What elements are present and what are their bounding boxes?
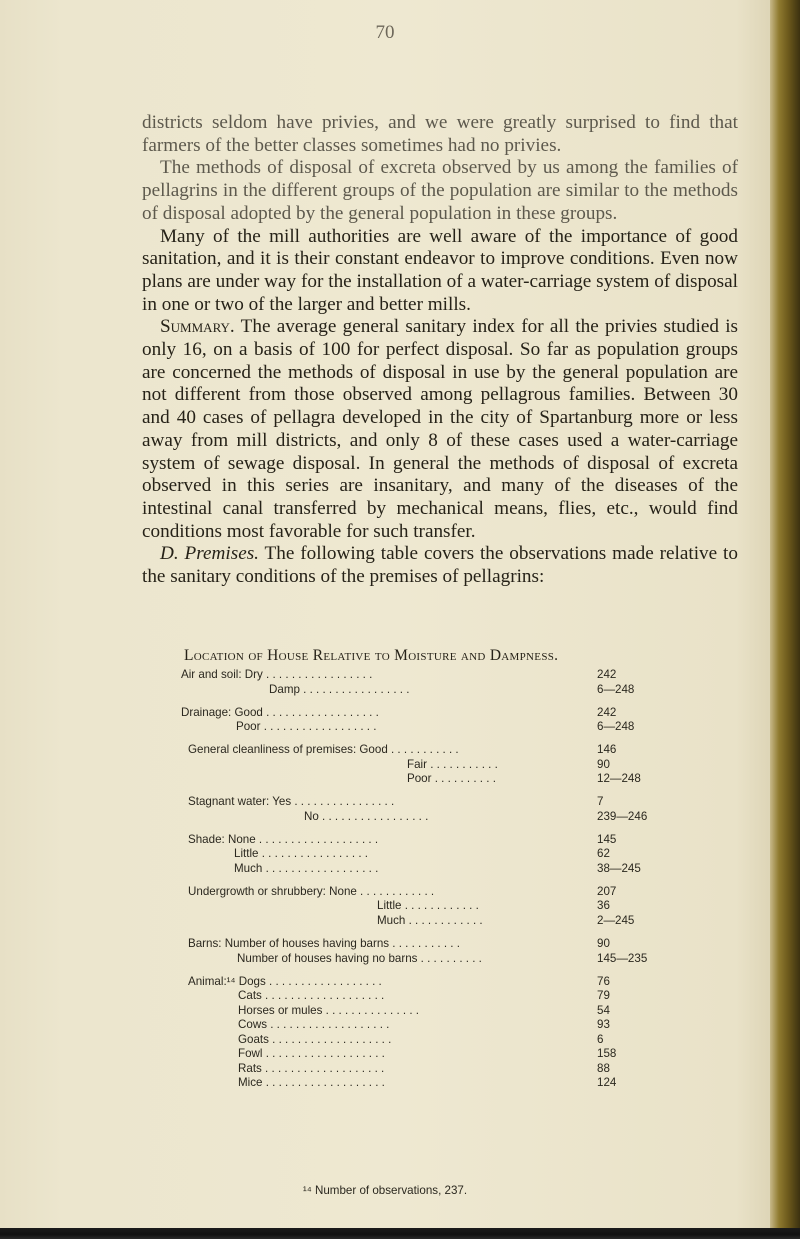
- table-row-label: Stagnant water: Yes . . . . . . . . . . . . . . . .: [188, 795, 395, 809]
- table-row-value: 88: [597, 1061, 610, 1075]
- table-row: [181, 989, 741, 1004]
- table-row: [181, 833, 741, 848]
- table-row-label: Much . . . . . . . . . . . .: [377, 913, 483, 927]
- table-row: [181, 743, 741, 758]
- table-row-value: 90: [597, 757, 610, 771]
- table-gap: [181, 824, 741, 833]
- table-gap: [181, 735, 741, 744]
- paragraph-methods: The methods of disposal of excreta observed by us among the families of pellagrins in the different groups of the population are similar to the methods of disposal adopted by the general population in these groups.: [142, 157, 738, 224]
- premises-heading: D. Premises.: [160, 543, 259, 565]
- table-row-label: Undergrowth or shrubbery: None . . . . . . . . . . . .: [188, 884, 435, 898]
- table-row: [181, 1033, 741, 1048]
- table-row: [181, 1062, 741, 1077]
- table-row-value: 6: [597, 1032, 604, 1046]
- table-row: [181, 720, 741, 735]
- table-row-label: Cats . . . . . . . . . . . . . . . . . . .: [238, 989, 385, 1003]
- table-row-value: 145—235: [597, 951, 648, 965]
- table-row-value: 54: [597, 1003, 610, 1017]
- table-row-value: 146: [597, 743, 617, 757]
- table-row-label: Shade: None . . . . . . . . . . . . . . . . . . .: [188, 832, 379, 846]
- table-row-value: 38—245: [597, 861, 641, 875]
- table-row-label: Barns: Number of houses having barns . . . . . . . . . . .: [188, 937, 460, 951]
- table-row-value: 124: [597, 1076, 617, 1090]
- table-row: [181, 847, 741, 862]
- book-spine-edge: [770, 0, 800, 1239]
- table-row: [181, 1018, 741, 1033]
- table-gap: [181, 697, 741, 706]
- table-row-label: Mice . . . . . . . . . . . . . . . . . . .: [238, 1076, 385, 1090]
- table-gap: [181, 787, 741, 796]
- table-row: [181, 975, 741, 990]
- table-row: [181, 668, 741, 683]
- table-gap: [181, 876, 741, 885]
- table-row: [181, 914, 741, 929]
- summary-text: The average general sanitary index for all the privies studied is only 16, on a basis of 100 for perfect disposal. So far as population groups are concerned the methods of disposal in use by the general population are not different from those observed among pellagrous families. Between 30 and 40 cases of pellagra developed in the city of Spartanburg more or less away from mill districts, and only 8 of these cases used a water-carriage system of sewage disposal. In general the methods of disposal of excreta observed in this series are insanitary, and many of the diseases of the intestinal canal transferred by mechanical means, flies, etc., would find conditions most favorable for such transfer.: [142, 316, 738, 542]
- table-row-label: Animal:¹⁴ Dogs . . . . . . . . . . . . . . . . . .: [188, 974, 382, 988]
- table-row-label: No . . . . . . . . . . . . . . . . .: [304, 809, 429, 823]
- paragraph-mill-authorities: Many of the mill authorities are well aware of the importance of good sanitation, and it is their constant endeavor to improve conditions. Even now plans are under way for the installation of a water-carriage system of disposal in one or two of the larger and better mills.: [142, 225, 738, 315]
- table-row-value: 62: [597, 847, 610, 861]
- table-row-label: Poor . . . . . . . . . .: [407, 772, 496, 786]
- table-row-value: 207: [597, 884, 617, 898]
- table-row-value: 7: [597, 795, 604, 809]
- paragraph-premises: [142, 543, 738, 588]
- page-number: 70: [375, 22, 395, 43]
- table-row-value: 242: [597, 668, 617, 681]
- table-row-label: Air and soil: Dry . . . . . . . . . . . . . . . . .: [181, 668, 373, 681]
- paragraph-privies: districts seldom have privies, and we were greatly surprised to find that farmers of the better classes sometimes had no privies.: [142, 112, 738, 156]
- table-row: [181, 952, 741, 967]
- table-row-label: Horses or mules . . . . . . . . . . . . . . .: [238, 1003, 420, 1017]
- table-row: [181, 885, 741, 900]
- table-title: Location of House Relative to Moisture and Dampness.: [184, 647, 559, 664]
- table-row-value: 76: [597, 974, 610, 988]
- table-row-value: 158: [597, 1047, 617, 1061]
- table-gap: [181, 966, 741, 975]
- table-row-label: Goats . . . . . . . . . . . . . . . . . . .: [238, 1032, 392, 1046]
- table-row-label: Poor . . . . . . . . . . . . . . . . . .: [236, 720, 377, 734]
- premises-text: The following table covers the observations made relative to the sanitary conditions of the premises of pellagrins:: [142, 543, 738, 588]
- table-row-value: 93: [597, 1018, 610, 1032]
- table-gap: [181, 928, 741, 937]
- table-row-value: 2—245: [597, 913, 635, 927]
- table-row-value: 36: [597, 899, 610, 913]
- footnote: ¹⁴ Number of observations, 237.: [302, 1184, 468, 1197]
- table-row-value: 79: [597, 989, 610, 1003]
- table-row-label: Number of houses having no barns . . . . . . . . . .: [237, 951, 482, 965]
- scan-bottom-edge: [0, 1228, 800, 1239]
- table-row-label: Fowl . . . . . . . . . . . . . . . . . . .: [238, 1047, 385, 1061]
- body-text: [142, 112, 738, 589]
- table-row-label: Much . . . . . . . . . . . . . . . . . .: [234, 861, 379, 875]
- table-row-label: Little . . . . . . . . . . . .: [377, 899, 479, 913]
- table-row-value: 6—248: [597, 720, 635, 734]
- premises-table: [181, 668, 741, 1091]
- table-row-value: 145: [597, 832, 617, 846]
- table-row-value: 6—248: [597, 682, 635, 696]
- table-row-label: Fair . . . . . . . . . . .: [407, 757, 498, 771]
- table-row-label: Rats . . . . . . . . . . . . . . . . . . .: [238, 1061, 385, 1075]
- table-row: [181, 706, 741, 721]
- table-row: [181, 810, 741, 825]
- table-row-label: General cleanliness of premises: Good . . . . . . . . . . .: [188, 743, 459, 757]
- table-row-value: 90: [597, 937, 610, 951]
- table-row-label: Cows . . . . . . . . . . . . . . . . . . .: [238, 1018, 390, 1032]
- table-row-label: Drainage: Good . . . . . . . . . . . . . . . . . .: [181, 705, 379, 719]
- paragraph-summary: [142, 316, 738, 543]
- table-row-label: Damp . . . . . . . . . . . . . . . . .: [269, 682, 410, 696]
- table-row-label: Little . . . . . . . . . . . . . . . . .: [234, 847, 369, 861]
- table-row: [181, 772, 741, 787]
- table-row: [181, 1076, 741, 1091]
- table-row: [181, 1004, 741, 1019]
- table-row: [181, 937, 741, 952]
- table-row: [181, 1047, 741, 1062]
- table-row: [181, 862, 741, 877]
- table-row-value: 12—248: [597, 772, 641, 786]
- table-row-value: 239—246: [597, 809, 648, 823]
- table-row-value: 242: [597, 705, 617, 719]
- table-row: [181, 795, 741, 810]
- table-row: [181, 899, 741, 914]
- table-row: [181, 683, 741, 698]
- table-row: [181, 758, 741, 773]
- summary-heading: Summary.: [160, 316, 235, 338]
